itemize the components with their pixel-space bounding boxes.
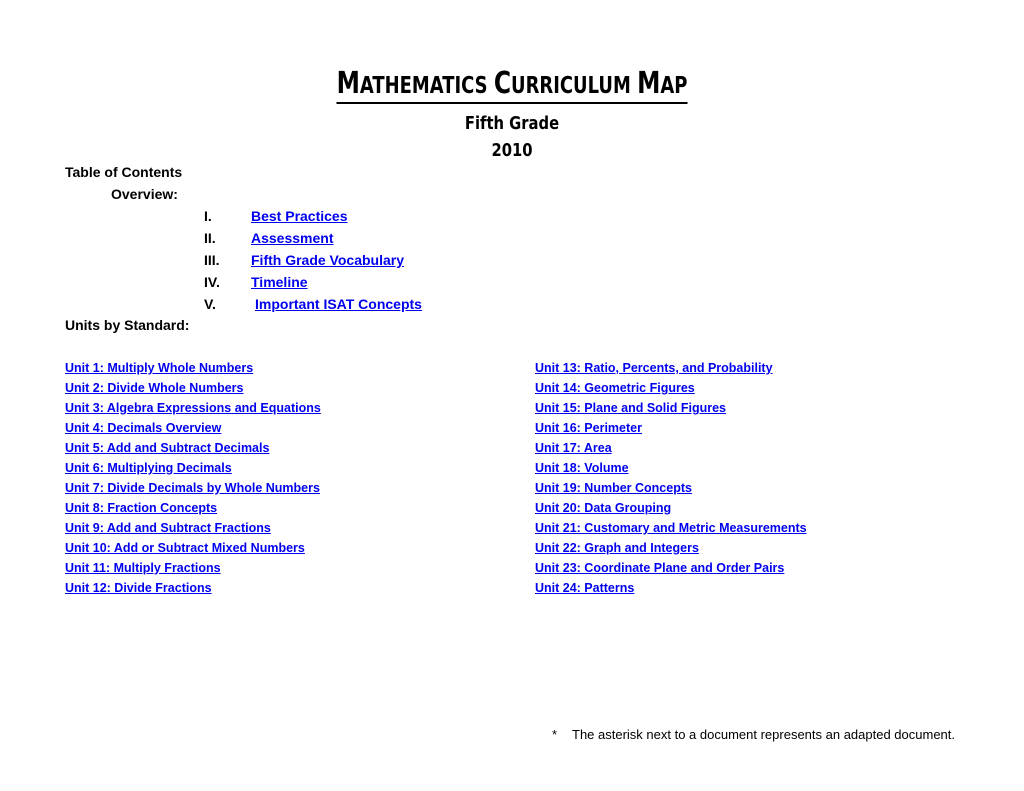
footnote: [552, 727, 955, 742]
toc-heading: Table of Contents: [65, 164, 183, 180]
overview-link[interactable]: Assessment: [251, 230, 334, 246]
unit-link[interactable]: Unit 1: Multiply Whole Numbers: [65, 361, 254, 375]
unit-link[interactable]: Unit 17: Area: [535, 441, 612, 455]
overview-item-number: IV.: [204, 274, 220, 290]
unit-link[interactable]: Unit 5: Add and Subtract Decimals: [65, 441, 270, 455]
unit-link[interactable]: Unit 14: Geometric Figures: [535, 381, 695, 395]
unit-link[interactable]: Unit 19: Number Concepts: [535, 481, 692, 495]
unit-link[interactable]: Unit 18: Volume: [535, 461, 629, 475]
unit-link[interactable]: Unit 9: Add and Subtract Fractions: [65, 521, 271, 535]
overview-item-number: II.: [204, 230, 216, 246]
title-part: M: [637, 66, 661, 101]
unit-link[interactable]: Unit 4: Decimals Overview: [65, 421, 222, 435]
unit-link[interactable]: Unit 6: Multiplying Decimals: [65, 461, 232, 475]
asterisk-marker: *: [552, 727, 558, 742]
unit-link[interactable]: Unit 7: Divide Decimals by Whole Numbers: [65, 481, 320, 495]
overview-link[interactable]: Timeline: [251, 274, 308, 290]
overview-link[interactable]: Important ISAT Concepts: [255, 296, 422, 312]
title-part: URRICULUM: [511, 73, 638, 99]
unit-link[interactable]: Unit 23: Coordinate Plane and Order Pairs: [535, 561, 785, 575]
unit-link[interactable]: Unit 16: Perimeter: [535, 421, 642, 435]
unit-link[interactable]: Unit 2: Divide Whole Numbers: [65, 381, 244, 395]
title-text: [337, 66, 688, 104]
grade-subtitle: Fifth Grade: [464, 113, 560, 134]
units-list-left: [65, 359, 321, 599]
unit-link[interactable]: Unit 21: Customary and Metric Measurements: [535, 521, 807, 535]
unit-link[interactable]: Unit 11: Multiply Fractions: [65, 561, 221, 575]
unit-link[interactable]: Unit 20: Data Grouping: [535, 501, 672, 515]
overview-item-number: V.: [204, 296, 216, 312]
year-subtitle: 2010: [491, 140, 533, 161]
unit-link[interactable]: Unit 8: Fraction Concepts: [65, 501, 218, 515]
unit-link[interactable]: Unit 13: Ratio, Percents, and Probability: [535, 361, 773, 375]
unit-link[interactable]: Unit 10: Add or Subtract Mixed Numbers: [65, 541, 305, 555]
title-part: AP: [660, 73, 688, 99]
title-part: M: [336, 66, 360, 101]
unit-link[interactable]: Unit 15: Plane and Solid Figures: [535, 401, 727, 415]
unit-link[interactable]: Unit 3: Algebra Expressions and Equations: [65, 401, 321, 415]
unit-link[interactable]: Unit 12: Divide Fractions: [65, 581, 212, 595]
overview-link[interactable]: Fifth Grade Vocabulary: [251, 252, 404, 268]
overview-item-number: III.: [204, 252, 220, 268]
units-by-standard-label: Units by Standard:: [65, 317, 190, 333]
overview-link[interactable]: Best Practices: [251, 208, 348, 224]
overview-label: Overview:: [111, 186, 178, 202]
title-part: C: [493, 66, 512, 101]
overview-item-number: I.: [204, 208, 212, 224]
footnote-text: The asterisk next to a document represents an adapted document.: [572, 727, 956, 742]
title-part: ATHEMATICS: [359, 73, 494, 99]
units-list-right: [535, 359, 807, 599]
page-title: [113, 66, 912, 101]
unit-link[interactable]: Unit 24: Patterns: [535, 581, 635, 595]
unit-link[interactable]: Unit 22: Graph and Integers: [535, 541, 699, 555]
